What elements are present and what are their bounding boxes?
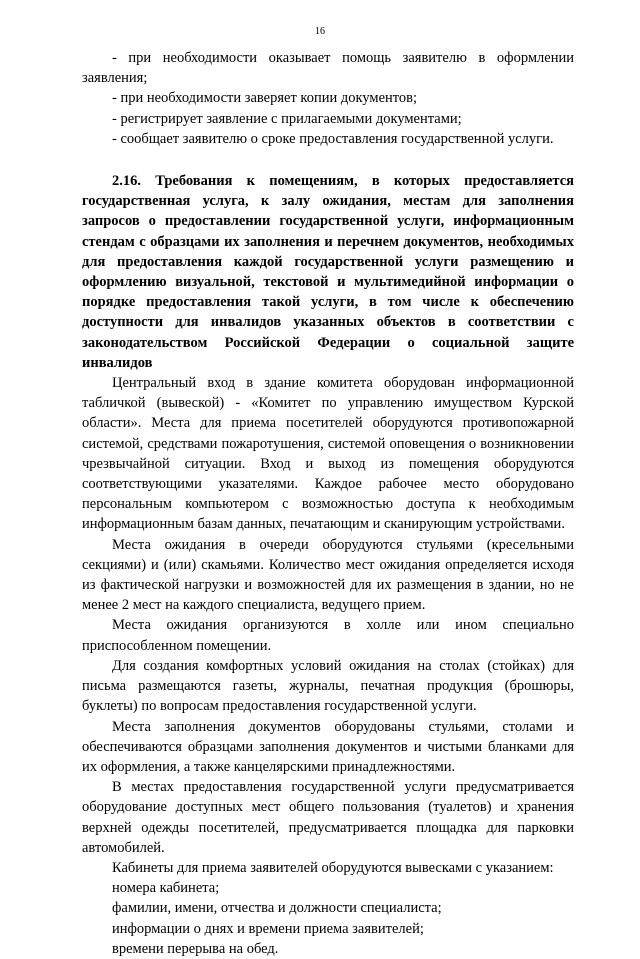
intro-item: - при необходимости оказывает помощь заявителю в оформлении заявления; [82,50,574,87]
section-heading: 2.16. Требования к помещениям, в которых предоставляется государственная услуга, к залу ожидания, местам для заполнения запросов о предоставлении государственной услуги, информационным стендам с образцами их заполнения и перечнем документов, необходимых для предоставления каждой государственной услуги размещению и оформлению визуальной, текстовой и мультимедийной информации о порядке предоставления такой услуги, в том числе к обеспечению доступности для инвалидов указанных объектов в соответствии с законодательством Российской Федерации о социальной защите инвалидов [82,173,574,371]
sign-item: фамилии, имени, отчества и должности специалиста; [112,900,442,917]
intro-item: - сообщает заявителю о сроке предоставления государственной услуги. [112,130,554,147]
page-number: 16 [315,26,325,37]
paragraph: Кабинеты для приема заявителей оборудуются вывесками с указанием: [112,859,554,876]
paragraph: Для создания комфортных условий ожидания на столах (стойках) для письма размещаются газеты, журналы, печатная продукция (брошюры, буклеты) по вопросам предоставления государственной услуги. [82,657,574,715]
intro-item: - регистрирует заявление с прилагаемыми документами; [112,110,462,127]
paragraph: Места ожидания в очереди оборудуются стульями (кресельными секциями) и (или) скамьями. Количество мест ожидания определяется исходя из фактической нагрузки и возможностей для их размещения в здании, но не менее 2 мест на каждого специалиста, ведущего прием. [82,536,574,614]
document-body [82,48,574,959]
paragraph: В местах предоставления государственной услуги предусматривается оборудование доступных мест общего пользования (туалетов) и хранения верхней одежды посетителей, предусматривается площадка для парковки автомобилей. [82,779,574,856]
paragraph: Места заполнения документов оборудованы стульями, столами и обеспечиваются образцами заполнения документов и чистыми бланками для их оформления, а также канцелярскими принадлежностями. [82,718,574,775]
sign-item: информации о днях и времени приема заявителей; [112,920,424,937]
paragraph: Центральный вход в здание комитета оборудован информационной табличкой (вывеской) - «Комитет по управлению имуществом Курской области». Места для приема посетителей оборудуются противопожарной системой, средствами пожаротушения, системой оповещения о возникновении чрезвычайной ситуации. Вход и выход из помещения оборудуются соответствующими указателями. Каждое рабочее место оборудовано персональным компьютером с возможностью доступа к необходимым информационным базам данных, печатающим и сканирующим устройствами. [82,375,574,533]
paragraph: Места ожидания организуются в холле или ином специально приспособленном помещении. [82,617,574,654]
sign-item: номера кабинета; [112,880,220,897]
intro-item: - при необходимости заверяет копии документов; [112,90,418,107]
sign-item: времени перерыва на обед. [112,940,279,957]
